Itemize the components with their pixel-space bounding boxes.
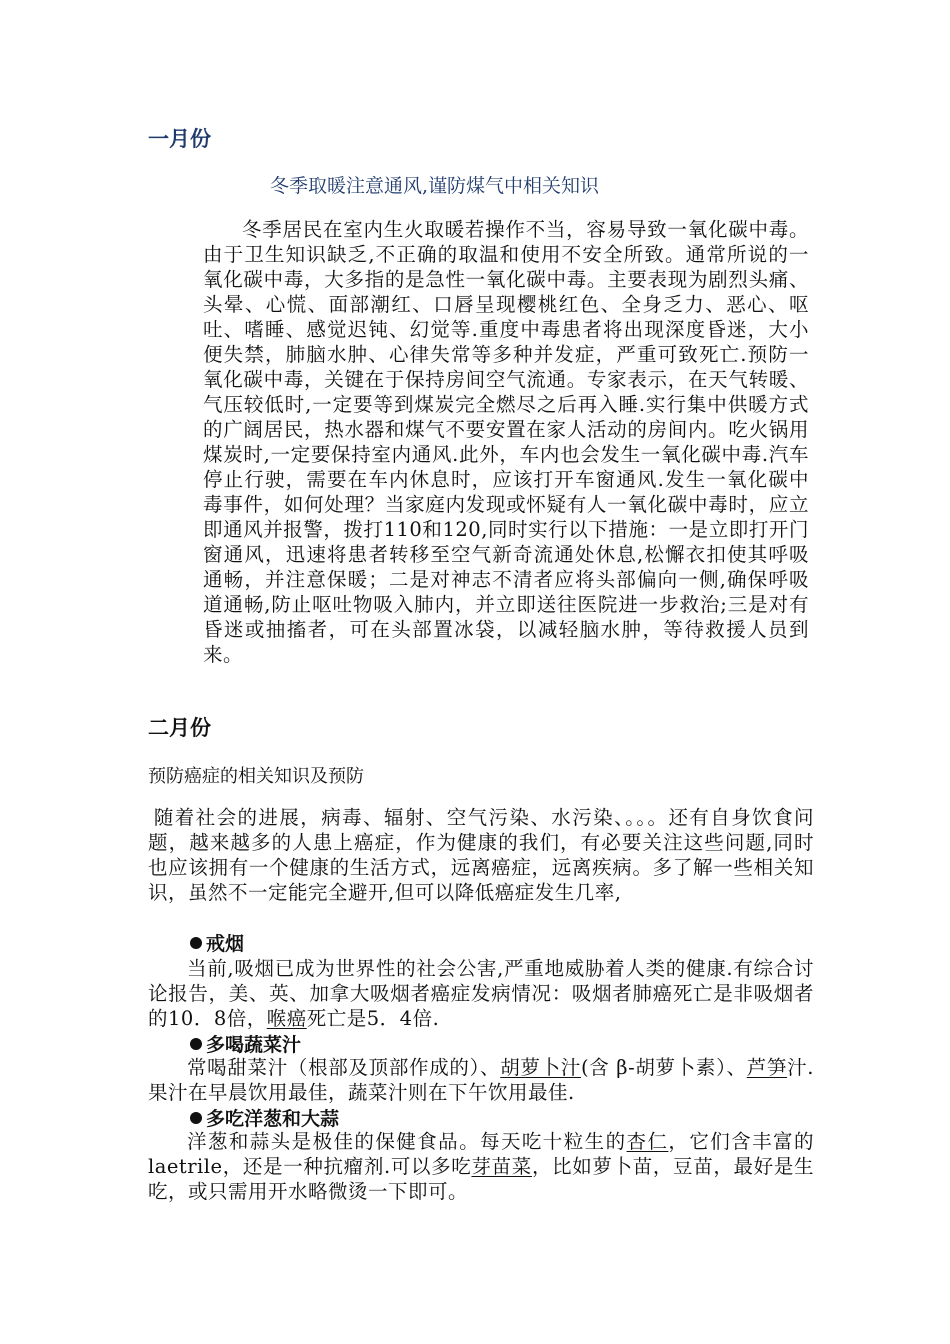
- bullet-title: 戒烟: [206, 933, 245, 955]
- january-subtitle: 冬季取暖注意通风,谨防煤气中相关知识: [270, 175, 600, 197]
- vegetable-juice-text: [148, 1055, 814, 1105]
- link-asparagus[interactable]: 芦笋: [746, 1056, 788, 1079]
- onion-garlic-text: [148, 1129, 814, 1204]
- february-intro: 随着社会的进展，病毒、辐射、空气污染、水污染、。。。还有自身饮食问题，越来越多的人患上癌症，作为健康的我们，有必要关注这些问题,同时也应该拥有一个健康的生活方式，远离癌症，远离疾病。多了解一些相关知识，虽然不一定能完全避开,但可以降低癌症发生几率,: [148, 806, 814, 904]
- bullet-vegetable-juice: [190, 1030, 301, 1057]
- february-subtitle: 预防癌症的相关知识及预防: [148, 766, 364, 787]
- link-carrot-juice[interactable]: 胡萝卜汁: [500, 1056, 581, 1079]
- bullet-dot-icon: [190, 1112, 202, 1124]
- text-run: ，比如萝卜苗，豆苗，最好是生吃，或只需用开水略微烫一下即可。: [148, 1155, 814, 1203]
- january-body: 冬季居民在室内生火取暖若操作不当，容易导致一氧化碳中毒。由于卫生知识缺乏,不正确的取温和使用不安全所致。通常所说的一氧化碳中毒，大多指的是急性一氧化碳中毒。主要表现为剧烈头痛、头晕、心慌、面部潮红、口唇呈现樱桃红色、全身乏力、恶心、呕吐、嗜睡、感觉迟钝、幻觉等.重度中毒患者将出现深度昏迷，大小便失禁，肺脑水肿、心律失常等多种并发症，严重可致死亡.预防一氧化碳中毒，关键在于保持房间空气流通。专家表示，在天气转暖、气压较低时,一定要等到煤炭完全燃尽之后再入睡.实行集中供暖方式的广阔居民，热水器和煤气不要安置在家人活动的房间内。吃火锅用煤炭时,一定要保持室内通风.此外，车内也会发生一氧化碳中毒.汽车停止行驶，需要在车内休息时，应该打开车窗通风.发生一氧化碳中毒事件，如何处理？当家庭内发现或怀疑有人一氧化碳中毒时，应立即通风并报警，拨打110和120,同时实行以下措施：一是立即打开门窗通风，迅速将患者转移至空气新奇流通处休息,松懈衣扣使其呼吸通畅，并注意保暖；二是对神志不清者应将头部偏向一侧,确保呼吸道通畅,防止呕吐物吸入肺内，并立即送往医院进一步救治;三是对有昏迷或抽搐者，可在头部置冰袋，以减轻脑水肿，等待救援人员到来。: [203, 218, 809, 666]
- february-heading: 二月份: [148, 715, 211, 740]
- link-almond[interactable]: 杏仁: [626, 1130, 669, 1153]
- bullet-onion-garlic: [190, 1104, 339, 1131]
- bullet-dot-icon: [190, 937, 202, 949]
- quit-smoking-text: [148, 956, 814, 1031]
- bullet-dot-icon: [190, 1038, 202, 1050]
- text-run: 洋葱和蒜头是极佳的保健食品。每天吃十粒生的: [187, 1130, 627, 1153]
- link-throat-cancer[interactable]: 喉癌: [266, 1007, 307, 1030]
- text-run: ，它们含丰富的laetrile，还是一种抗瘤剂.可以多吃: [148, 1130, 814, 1178]
- january-heading: 一月份: [148, 126, 211, 151]
- text-run: (含 β-胡萝卜素）、: [580, 1056, 747, 1079]
- text-run: 当前,吸烟已成为世界性的社会公害,严重地威胁着人类的健康.有综合讨论报告，美、英、加拿大吸烟者癌症发病情况：吸烟者肺癌死亡是非吸烟者的10．8倍，: [148, 957, 814, 1030]
- text-run: 汁.果汁在早晨饮用最佳，蔬菜汁则在下午饮用最佳.: [148, 1056, 814, 1104]
- text-run: 死亡是5．4倍.: [306, 1007, 440, 1030]
- bullet-title: 多吃洋葱和大蒜: [206, 1108, 340, 1130]
- bullet-quit-smoking: [190, 929, 244, 956]
- link-sprouts[interactable]: 芽苗菜: [471, 1155, 532, 1178]
- bullet-title: 多喝蔬菜汁: [206, 1034, 302, 1056]
- text-run: 常喝甜菜汁（根部及顶部作成的）、: [187, 1056, 501, 1079]
